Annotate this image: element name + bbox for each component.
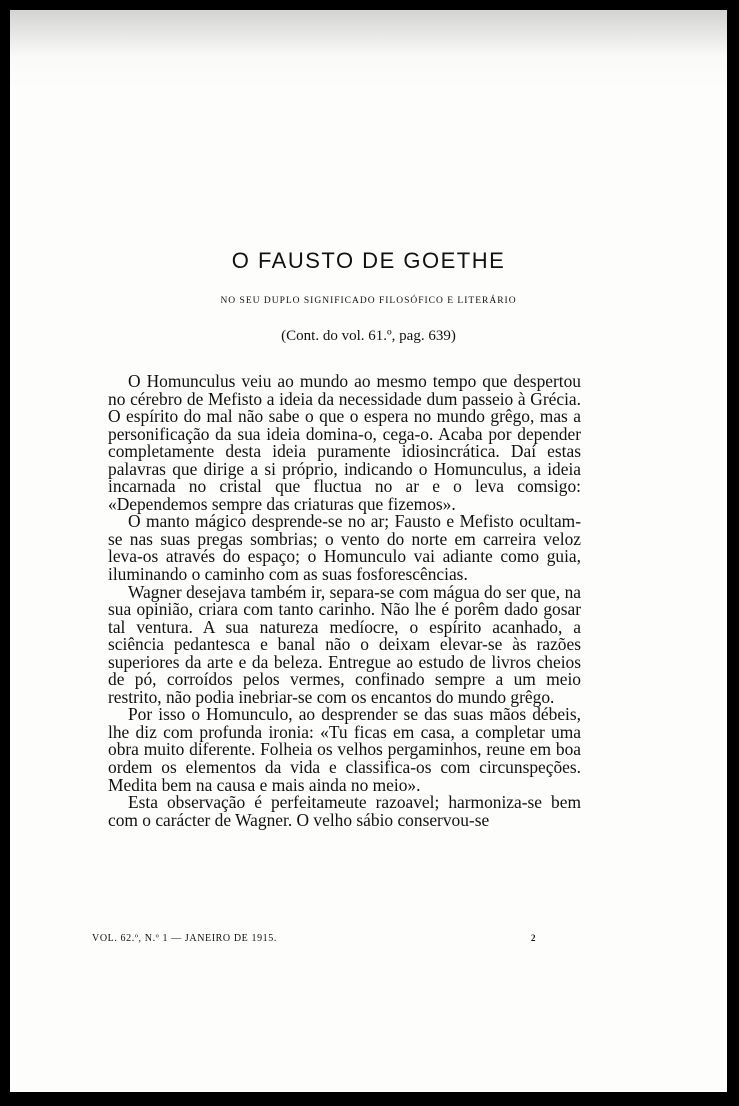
scanned-page [10,10,727,1092]
paragraph: O Homunculus veiu ao mundo ao mesmo tempo que despertou no cérebro de Mefisto a ideia da necessidade dum passeio à Grécia. O espírito do mal não sabe o que o espera no mundo grêgo, mas a personificação da sua ideia domina-o, cega-o. Acaba por depender completamente desta ideia puramente idiosincrática. Daí estas palavras que dirige a si próprio, indicando o Homunculus, a ideia incarnada no cristal que fluctua no ar e o leva comsigo: «Dependemos sempre das criaturas que fizemos». [108,371,581,514]
volume-line: VOL. 62.º, N.º 1 — JANEIRO DE 1915. [92,933,277,944]
paragraph: Por isso o Homunculo, ao desprender se das suas mãos débeis, lhe diz com profunda ironia: «Tu ficas em casa, a completar uma obra muito diferente. Folheia os velhos pergaminhos, reune em boa ordem os elementos da vida e classifica-os com circunspeções. Medita bem na causa e mais ainda no meio». [108,704,581,795]
paragraph: Wagner desejava também ir, separa-se com mágua do ser que, na sua opinião, criara com tanto carinho. Não lhe é porêm dado gosar tal ventura. A sua natureza medíocre, o espírito acanhado, a sciência pedantesca e banal não o deixam elevar-se às razões superiores da arte e da beleza. Entregue ao estudo de livros cheios de pó, corroídos pelos vermes, confinado sempre a um meio restrito, não podia inebriar-se com os encantos do mundo grêgo. [108,581,581,707]
page-scan-shading [10,10,727,88]
paragraph: O manto mágico desprende-se no ar; Fausto e Mefisto ocultam-se nas suas pregas sombrias; o vento do norte em carreira veloz leva-os através do espaço; o Homunculo vai adiante como guia, iluminando o caminho com as suas fosforescências. [108,511,581,585]
article-subtitle: NO SEU DUPLO SIGNIFICADO FILOSÓFICO E LITERÁRIO [220,296,517,306]
continuation-note: (Cont. do vol. 61.º, pag. 639) [281,328,456,344]
article-title: O FAUSTO DE GOETHE [231,248,506,273]
article-body [108,373,581,829]
signature-mark: 2 [531,933,536,943]
paragraph: Esta observação é perfeitameute razoavel; harmoniza-se bem com o carácter de Wagner. O velho sábio conservou-se [108,792,581,830]
